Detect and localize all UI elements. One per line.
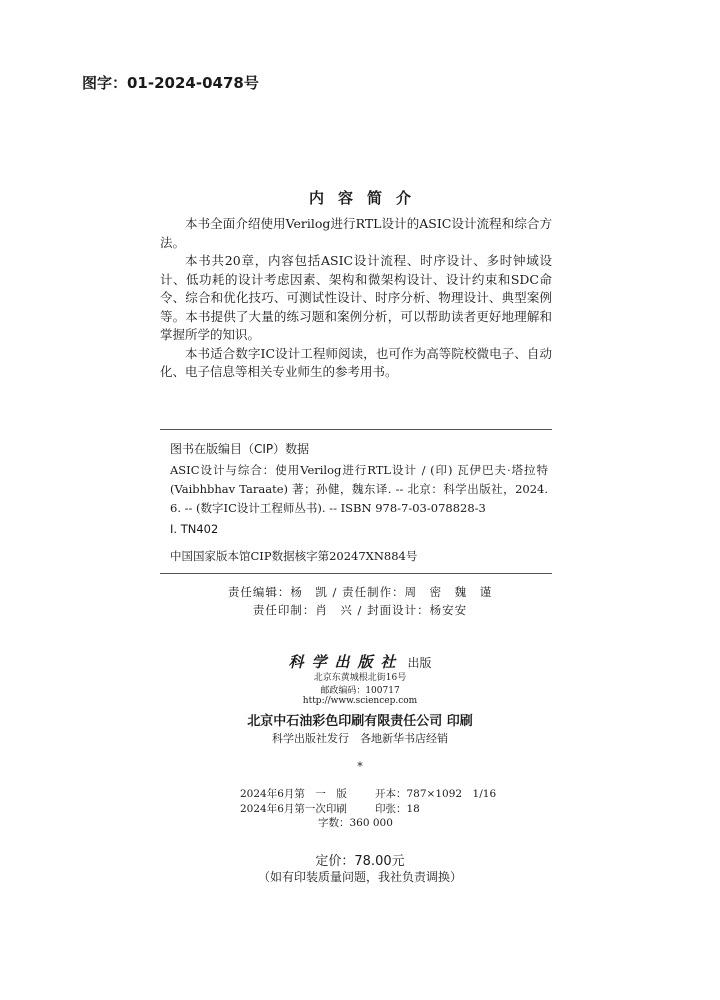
production-credits: 责任印制：肖 兴 / 封面设计：杨安安 (252, 603, 468, 617)
cip-entry: ASIC设计与综合：使用Verilog进行RTL设计 / (印) 瓦伊巴夫·塔拉特 (Vaibhbhav Taraate) 著；孙健，魏东译. -- 北京：科学出版社，2024. 6. -- (数字IC设计工程师丛书). -- ISBN 978-7-03-078828-3 (170, 463, 548, 515)
cip-classification: Ⅰ. TN402 (170, 522, 219, 536)
distribution-line: 科学出版社发行 各地新华书店经销 (272, 732, 448, 745)
cip-data-number: 中国国家版本馆CIP数据核字第20247XN884号 (170, 549, 418, 563)
publisher-logo: 科学出版社 (288, 653, 404, 671)
summary-paragraph-3: 本书适合数字IC设计工程师阅读，也可作为高等院校微电子、自动化、电子信息等相关专业师生的参考用书。 (160, 345, 552, 379)
publisher-address: 北京东黄城根北街16号 (313, 673, 407, 683)
summary-paragraph-2: 本书共20章，内容包括ASIC设计流程、时序设计、多时钟域设计、低功耗的设计考虑因素、架构和微架构设计、设计约束和SDC命令、综合和优化技巧、可测试性设计、时序分析、物理设计、典型案例等。本书提供了大量的练习题和案例分析，可以帮助读者更好地理解和掌握所学的知识。 (160, 253, 552, 342)
publisher-suffix: 出版 (407, 656, 432, 670)
summary-body (160, 215, 552, 382)
quality-guarantee: （如有印装质量问题，我社负责调换） (257, 870, 462, 884)
sheets-label: 印张：18 (375, 803, 420, 815)
publisher-website: http://www.sciencep.com (302, 696, 418, 706)
separator-star: * (357, 760, 363, 773)
editor-credits: 责任编辑：杨 凯 / 责任制作：周 密 魏 谨 (227, 585, 493, 599)
price-label: 定价：78.00元 (315, 854, 405, 869)
cip-title: 图书在版编目（CIP）数据 (170, 442, 310, 456)
format-label: 开本：787×1092 1/16 (375, 788, 497, 800)
summary-heading: 内容简介 (308, 189, 425, 207)
summary-paragraph-1: 本书全面介绍使用Verilog进行RTL设计的ASIC设计流程和综合方法。 (160, 216, 552, 250)
cip-bottom-divider (160, 573, 552, 574)
publisher-line (0, 651, 720, 672)
printing-label: 2024年6月第一次印刷 (240, 803, 347, 815)
printer-line: 北京中石油彩色印刷有限责任公司 印刷 (247, 714, 473, 729)
cip-top-divider (160, 429, 552, 430)
registration-number: 图字：01-2024-0478号 (82, 74, 259, 92)
publisher-postcode: 邮政编码：100717 (320, 686, 400, 696)
word-count-label: 字数：360 000 (318, 817, 393, 829)
edition-label: 2024年6月第 一 版 (240, 788, 347, 800)
